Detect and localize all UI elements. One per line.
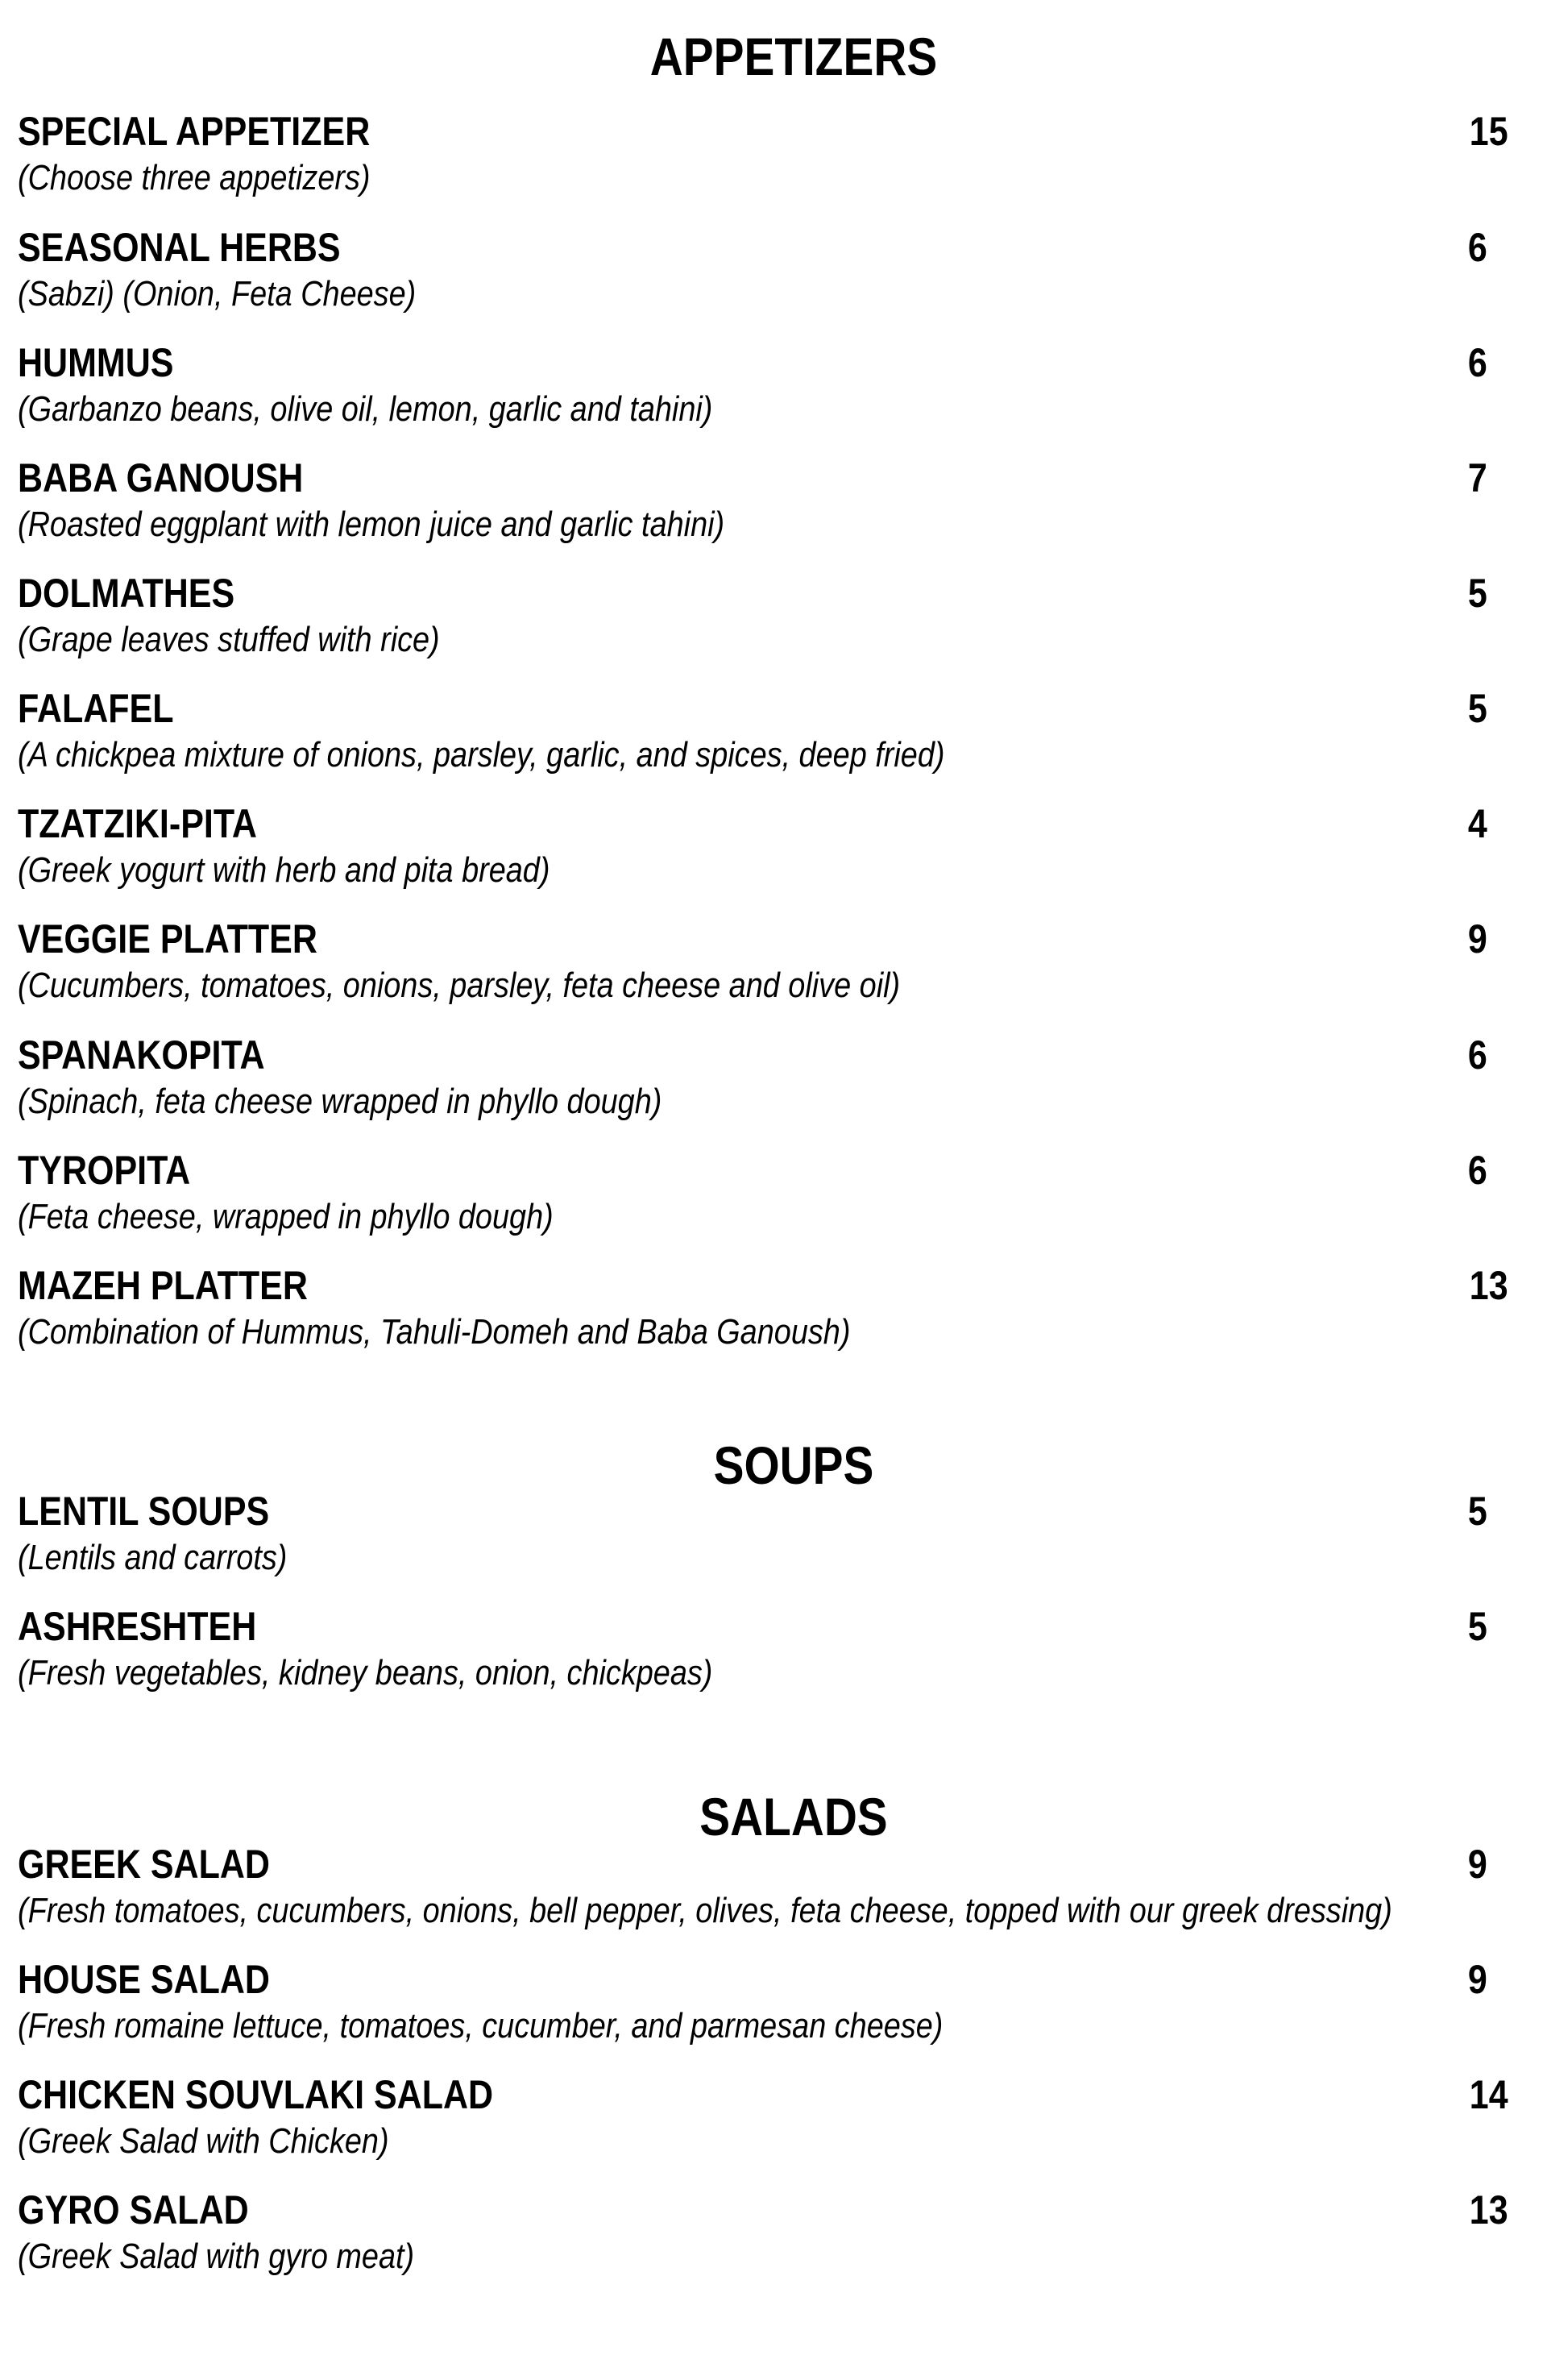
item-price: 5 [1468, 1489, 1487, 1534]
menu-item [18, 1955, 1500, 2052]
menu-item [18, 684, 1500, 781]
item-price: 9 [1468, 916, 1487, 962]
menu-item [18, 1840, 1500, 1937]
item-price: 13 [1470, 1263, 1508, 1308]
menu-item [18, 1261, 1508, 1358]
item-description: (Combination of Hummus, Tahuli-Domeh and Baba Ganoush) [18, 1312, 851, 1352]
item-name: HUMMUS [18, 340, 174, 385]
item-name: VEGGIE PLATTER [18, 916, 317, 962]
section-title-salads: SALADS [699, 1787, 888, 1846]
item-description: (Feta cheese, wrapped in phyllo dough) [18, 1197, 554, 1236]
item-price: 7 [1468, 455, 1487, 501]
item-description: (Greek Salad with Chicken) [18, 2121, 389, 2161]
item-description: (Roasted eggplant with lemon juice and garlic tahini) [18, 505, 725, 544]
item-description: (Fresh romaine lettuce, tomatoes, cucumber, and parmesan cheese) [18, 2006, 944, 2046]
item-price: 5 [1468, 571, 1487, 616]
item-description: (Sabzi) (Onion, Feta Cheese) [18, 274, 417, 314]
item-name: HOUSE SALAD [18, 1957, 270, 2002]
item-price: 15 [1470, 109, 1508, 154]
menu-item [18, 223, 1500, 320]
item-name: FALAFEL [18, 686, 174, 731]
item-price: 13 [1470, 2187, 1508, 2233]
item-name: SPANAKOPITA [18, 1032, 265, 1078]
item-description: (A chickpea mixture of onions, parsley, garlic, and spices, deep fried) [18, 735, 945, 775]
item-price: 5 [1468, 686, 1487, 731]
item-description: (Grape leaves stuffed with rice) [18, 620, 440, 659]
item-name: DOLMATHES [18, 571, 235, 616]
menu-item [18, 915, 1500, 1011]
section-title-appetizers: APPETIZERS [649, 27, 938, 86]
item-name: SPECIAL APPETIZER [18, 109, 371, 154]
item-name: ASHRESHTEH [18, 1604, 257, 1649]
menu-item [18, 1146, 1500, 1243]
menu-item [18, 2186, 1508, 2282]
item-price: 9 [1468, 1842, 1487, 1887]
item-name: BABA GANOUSH [18, 455, 304, 501]
item-name: SEASONAL HERBS [18, 225, 341, 270]
item-price: 14 [1470, 2072, 1508, 2117]
item-name: TZATZIKI-PITA [18, 801, 257, 846]
item-price: 4 [1468, 801, 1487, 846]
item-name: MAZEH PLATTER [18, 1263, 308, 1308]
section-title-soups: SOUPS [713, 1435, 874, 1495]
item-name: LENTIL SOUPS [18, 1489, 270, 1534]
menu-item [18, 1487, 1500, 1584]
item-price: 6 [1468, 1148, 1487, 1193]
item-price: 5 [1468, 1604, 1487, 1649]
item-name: TYROPITA [18, 1148, 191, 1193]
menu-item [18, 107, 1508, 204]
item-price: 6 [1468, 1032, 1487, 1078]
item-description: (Garbanzo beans, olive oil, lemon, garlic and tahini) [18, 389, 713, 429]
item-price: 9 [1468, 1957, 1487, 2002]
item-description: (Spinach, feta cheese wrapped in phyllo dough) [18, 1082, 662, 1121]
item-name: CHICKEN SOUVLAKI SALAD [18, 2072, 494, 2117]
menu-item [18, 800, 1500, 896]
item-name: GREEK SALAD [18, 1842, 270, 1887]
item-description: (Greek yogurt with herb and pita bread) [18, 850, 550, 890]
menu-item [18, 1602, 1500, 1699]
item-description: (Fresh tomatoes, cucumbers, onions, bell pepper, olives, feta cheese, topped with our greek dressing) [18, 1891, 1392, 1930]
menu-item [18, 1031, 1500, 1128]
item-description: (Choose three appetizers) [18, 158, 371, 197]
menu-item [18, 454, 1500, 550]
item-description: (Cucumbers, tomatoes, onions, parsley, feta cheese and olive oil) [18, 966, 901, 1005]
item-price: 6 [1468, 340, 1487, 385]
item-description: (Fresh vegetables, kidney beans, onion, chickpeas) [18, 1653, 713, 1693]
item-description: (Greek Salad with gyro meat) [18, 2237, 415, 2276]
menu-item [18, 2071, 1508, 2167]
menu-item [18, 569, 1500, 666]
item-price: 6 [1468, 225, 1487, 270]
item-description: (Lentils and carrots) [18, 1538, 288, 1577]
menu-item [18, 339, 1500, 435]
item-name: GYRO SALAD [18, 2187, 249, 2233]
